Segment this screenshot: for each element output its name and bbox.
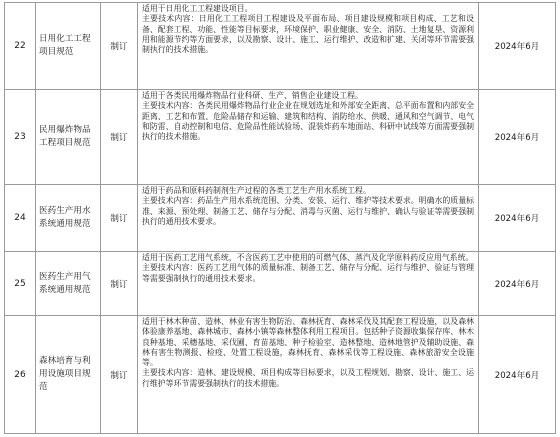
work-type: 制订 — [101, 185, 138, 252]
requirements-text: 主要技术内容：日用化工工程项目工程建设及平面布局、项目建设规模和项目构成、工艺和设备、配套工程、功能、性能等目标要求，环境保护、职业健康、安全、消防、土地复垦、资源利用和能源节约等方面要求，以及勘察、设计、施工、运行维护、改造和扩建、关闭等环节需要强制执行的技术措施。 — [142, 14, 474, 55]
standard-content — [138, 3, 479, 90]
requirements-text: 主要技术内容：药品生产用水系统范围、分类、安装、运行、维护等技术要求。明确水的质量标准、来源、预处理、制备工艺、储存与分配、消毒与灭菌、运行与维护、确认与验证等需要强制执行的通用技术要求。 — [142, 196, 474, 226]
table-row — [5, 185, 556, 252]
row-number: 22 — [5, 3, 36, 90]
requirements-text: 主要技术内容：各类民用爆炸物品行业企业在规划选址和外部安全距离、总平面布置和内部安全距离、工艺和布置、危险品储存和运输、建筑和结构、消防给水、供暖、通风和空气调节、电气和防雷、自动控制和电信、危险品性能试验场、混装炸药车地面站、科研中试线等方面需要强制执行的技术措施。 — [142, 101, 474, 142]
standard-name: 日用化工工程项目规范 — [36, 3, 101, 90]
completion-date: 2024年6月 — [479, 3, 556, 90]
standard-name: 医药生产用水系统通用规范 — [36, 185, 101, 252]
scope-text: 适用于医药工艺用气系统，不含医药工艺中使用的可燃气体、蒸汽及化学原料药反应用气系统。 — [142, 253, 474, 262]
requirements-text: 主要技术内容：医药工艺用气体的质量标准、制备工艺、储存与分配、运行与维护、验证与管理等需要强制执行的通用技术要求。 — [142, 263, 474, 283]
standard-name: 医药生产用气系统通用规范 — [36, 252, 101, 316]
completion-date: 2024年6月 — [479, 316, 556, 434]
completion-date: 2024年6月 — [479, 252, 556, 316]
scope-text: 适用于日用化工工程建设项目。 — [142, 4, 253, 13]
scope-text: 适用于药品和原料药制剂生产过程的各类工艺生产用水系统工程。 — [142, 186, 371, 195]
work-type: 制订 — [101, 90, 138, 185]
table-row — [5, 3, 556, 90]
requirements-text: 主要技术内容：造林、建设规模、项目构成等目标要求，以及工程规划、勘察、设计、施工、运行维护等环节需要强制执行的技术措施。 — [142, 368, 474, 388]
scope-text: 适用于各类民用爆炸物品行业科研、生产、销售企业建设工程。 — [142, 91, 363, 100]
row-number: 24 — [5, 185, 36, 252]
work-type: 制订 — [101, 316, 138, 434]
standard-content — [138, 252, 479, 316]
scope-text: 适用于林木种苗、造林、林业有害生物防治、森林抚育、森林采伐及其配套工程设施，以及森林体验康养基地、森林城市、森林小镇等森林整体利用工程项目。包括种子资源收集保存库、林木良种基地、采穗基地、采伐圃、育苗基地、种子检验室、造林整地、造林地管护及辅助设施、森林有害生物测报、检疫、处置工程设施，森林抚育、森林采伐等工程设施、森林旅游安全设施等。 — [142, 317, 474, 368]
standard-content — [138, 316, 479, 434]
row-number: 25 — [5, 252, 36, 316]
row-number: 23 — [5, 90, 36, 185]
table-row — [5, 316, 556, 434]
standard-content — [138, 90, 479, 185]
table-row — [5, 252, 556, 316]
standard-name: 民用爆炸物品工程项目规范 — [36, 90, 101, 185]
completion-date: 2024年6月 — [479, 185, 556, 252]
completion-date: 2024年6月 — [479, 90, 556, 185]
standard-name: 森林培育与利用设施项目规范 — [36, 316, 101, 434]
table-row — [5, 90, 556, 185]
standards-table — [4, 2, 556, 434]
row-number: 26 — [5, 316, 36, 434]
work-type: 制订 — [101, 3, 138, 90]
work-type: 制订 — [101, 252, 138, 316]
standard-content — [138, 185, 479, 252]
